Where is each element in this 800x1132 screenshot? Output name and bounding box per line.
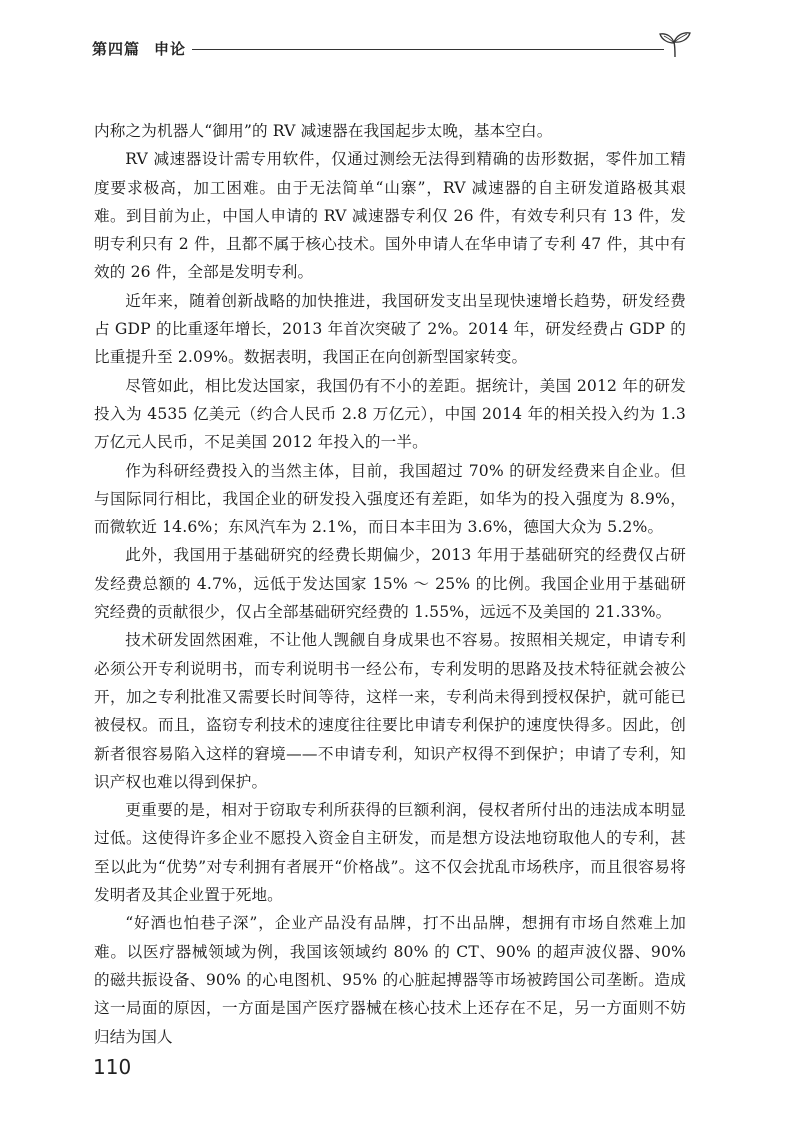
paragraph-1: 内称之为机器人“御用”的 RV 减速器在我国起步太晚，基本空白。: [94, 122, 553, 140]
article-body: [94, 117, 686, 1051]
paragraph-7: 技术研发固然困难，不让他人觊觎自身成果也不容易。按照相关规定，申请专利必须公开专利说明书，而专利说明书一经公布，专利发明的思路及技术特征就会被公开，加之专利批准又需要长时间等待，这样一来，专利尚未得到授权保护，就可能已被侵权。而且，盗窃专利技术的速度往往要比申请专利保护的速度快得多。因此，创新者很容易陷入这样的窘境——不申请专利，知识产权得不到保护；申请了专利，知识产权也难以得到保护。: [94, 631, 686, 791]
running-header: [92, 36, 692, 66]
page-number: 110: [93, 1055, 132, 1079]
header-title: [92, 38, 186, 59]
paragraph-2: RV 减速器设计需专用软件，仅通过测绘无法得到精确的齿形数据，零件加工精度要求极高，加工困难。由于无法简单“山寨”，RV 减速器的自主研发道路极其艰难。到目前为止，中国人申请的 RV 减速器专利仅 26 件，有效专利只有 13 件，发明专利只有 2 件，且都不属于核心技术。国外申请人在华申请了专利 47 件，其中有效的 26 件，全部是发明专利。: [94, 150, 686, 282]
sprout-icon: [658, 30, 692, 58]
paragraph-3: 近年来，随着创新战略的加快推进，我国研发支出呈现快速增长趋势，研发经费占 GDP 的比重逐年增长，2013 年首次突破了 2%。2014 年，研发经费占 GDP 的比重提升至 2.09%。数据表明，我国正在向创新型国家转变。: [94, 291, 686, 367]
header-rule: [192, 49, 664, 50]
header-part: 第四篇: [92, 40, 141, 58]
header-section: 申论: [154, 40, 187, 58]
paragraph-4: 尽管如此，相比发达国家，我国仍有不小的差距。据统计，美国 2012 年的研发投入为 4535 亿美元（约合人民币 2.8 万亿元），中国 2014 年的相关投入约为 1.3 万亿元人民币，不足美国 2012 年投入的一半。: [94, 376, 686, 452]
paragraph-9: “好酒也怕巷子深”，企业产品没有品牌，打不出品牌，想拥有市场自然难上加难。以医疗器械领域为例，我国该领域约 80% 的 CT、90% 的超声波仪器、90% 的磁共振设备、90% 的心电图机、95% 的心脏起搏器等市场被跨国公司垄断。造成这一局面的原因，一方面是国产医疗器械在核心技术上还存在不足，另一方面则不妨归结为国人: [94, 914, 686, 1046]
paragraph-6: 此外，我国用于基础研究的经费长期偏少，2013 年用于基础研究的经费仅占研发经费总额的 4.7%，远低于发达国家 15% ～ 25% 的比例。我国企业用于基础研究经费的贡献很少，仅占全部基础研究经费的 1.55%，远远不及美国的 21.33%。: [94, 546, 686, 622]
paragraph-5: 作为科研经费投入的当然主体，目前，我国超过 70% 的研发经费来自企业。但与国际同行相比，我国企业的研发投入强度还有差距，如华为的投入强度为 8.9%，而微软近 14.6%；东风汽车为 2.1%，而日本丰田为 3.6%，德国大众为 5.2%。: [94, 461, 686, 537]
paragraph-8: 更重要的是，相对于窃取专利所获得的巨额利润，侵权者所付出的违法成本明显过低。这使得许多企业不愿投入资金自主研发，而是想方设法地窃取他人的专利，甚至以此为“优势”对专利拥有者展开“价格战”。这不仅会扰乱市场秩序，而且很容易将发明者及其企业置于死地。: [94, 801, 686, 905]
